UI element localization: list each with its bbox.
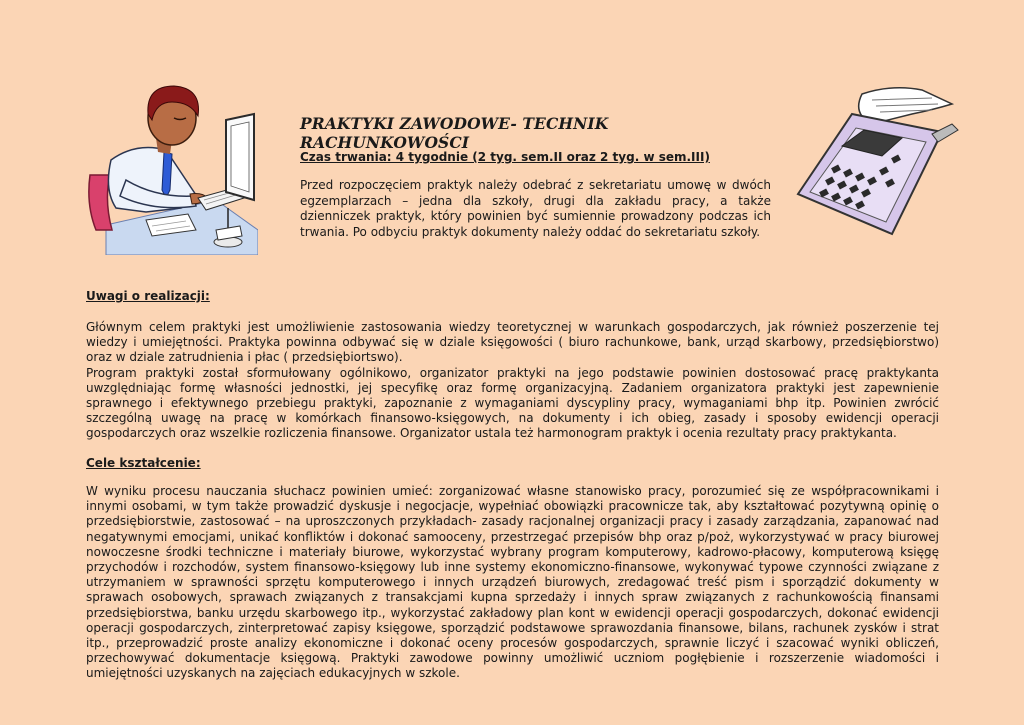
paragraph: Głównym celem praktyki jest umożliwienie zastosowania wiedzy teoretycznej w warunkach gospodarczych, jak również poszerzenie tej wiedzy i umiejętności. Praktyka powinna odbywać się w dziale księgowości ( biuro rachunkowe, bank, urząd skarbowy, przedsiębiorstwo) oraz w dziale zatrudnienia i płac ( przedsiębiortswo). — [86, 320, 939, 365]
duration-line: Czas trwania: 4 tygodnie (2 tyg. sem.II oraz 2 tyg. w sem.III) — [300, 150, 710, 164]
section-body-realization — [86, 320, 939, 442]
section-body-goals — [86, 484, 939, 682]
section-heading-realization: Uwagi o realizacji: — [86, 289, 210, 303]
intro-paragraph: Przed rozpoczęciem praktyk należy odebrać z sekretariatu umowę w dwóch egzemplarzach – jedna dla szkoły, drugi dla zakładu pracy, a także dzienniczek praktyk, który powinien być sumiennie prowadzony podczas ich trwania. Po odbyciu praktyk dokumenty należy oddać do sekretariatu szkoły. — [300, 178, 771, 239]
paragraph: Program praktyki został sformułowany ogólnikowo, organizator praktyki na jego podstawie powinien dostosować pracę praktykanta uwzględniając formę własności jednostki, jej specyfikę oraz formę organizacyjną. Zadaniem organizatora praktyki jest zapewnienie sprawnego i efektywnego przebiegu praktyki, zapoznanie z wymaganiami dyscypliny pracy, wymaganiami bhp itp. Powinien zwrócić szczególną uwagę na pracę w komórkach finansowo-księgowych, na dokumenty i ich obieg, zasady i sposoby ewidencji operacji gospodarczych oraz wszelkie rozliczenia finansowe. Organizator ustala też harmonogram praktyk i ocenia rezultaty pracy praktykanta. — [86, 365, 939, 441]
adding-machine-calculator-icon — [792, 84, 962, 244]
paragraph: W wyniku procesu nauczania słuchacz powinien umieć: zorganizować własne stanowisko pracy, porozumieć się ze współpracownikami i innymi osobami, w tym także prowadzić dyskusje i negocjacje, wypełniać obowiązki pracownicze tak, aby kształtować pozytywną opinię o przedsiębiorstwie, zastosować – na uproszczonych przykładach- zasady racjonalnej organizacji pracy i zasady zarządzania, zapanować nad negatywnymi emocjami, unikać konfliktów i dokonać samooceny, przestrzegać przepisów bhp oraz p/poż, wykorzystywać w pracy biurowej nowoczesne środki techniczne i materiały biurowe, wykorzystać wybrany program komputerowy, kadrowo-płacowy, komputerową księgę przychodów i rozchodów, system finansowo-księgowy lub inne systemy ekonomiczno-finansowe, wykonywać typowe czynności związane z utrzymaniem w sprawności sprzętu komputerowego i innych urządzeń biurowych, zredagować treść pism i sporządzić dokumenty w sprawach osobowych, sprawach związanych z transakcjami kupna sprzedaży i innych spraw związanych z rachunkowością finansami przedsiębiorstwa, banku urzędu skarbowego itp., wykorzystać zakładowy plan kont w ewidencji operacji gospodarczych, dokonać ewidencji operacji gospodarczych, zinterpretować zapisy księgowe, sporządzić podstawowe sprawozdania finansowe, bilans, rachunek zysków i strat itp., przeprowadzić proste analizy ekonomiczne i dokonać oceny procesów gospodarczych, sprawnie liczyć i szacować wyniki obliczeń, przechowywać dokumentacje księgową. Praktyki zawodowe powinny umożliwić uczniom pogłębienie i rozszerzenie wiadomości i umiejętności uzyskanych na zajęciach edukacyjnych w szkole. — [86, 484, 939, 681]
document-title: PRAKTYKI ZAWODOWE- TECHNIK RACHUNKOWOŚCI — [300, 114, 609, 152]
section-heading-goals: Cele kształcenie: — [86, 456, 201, 470]
man-at-computer-clipart-icon — [86, 80, 258, 255]
